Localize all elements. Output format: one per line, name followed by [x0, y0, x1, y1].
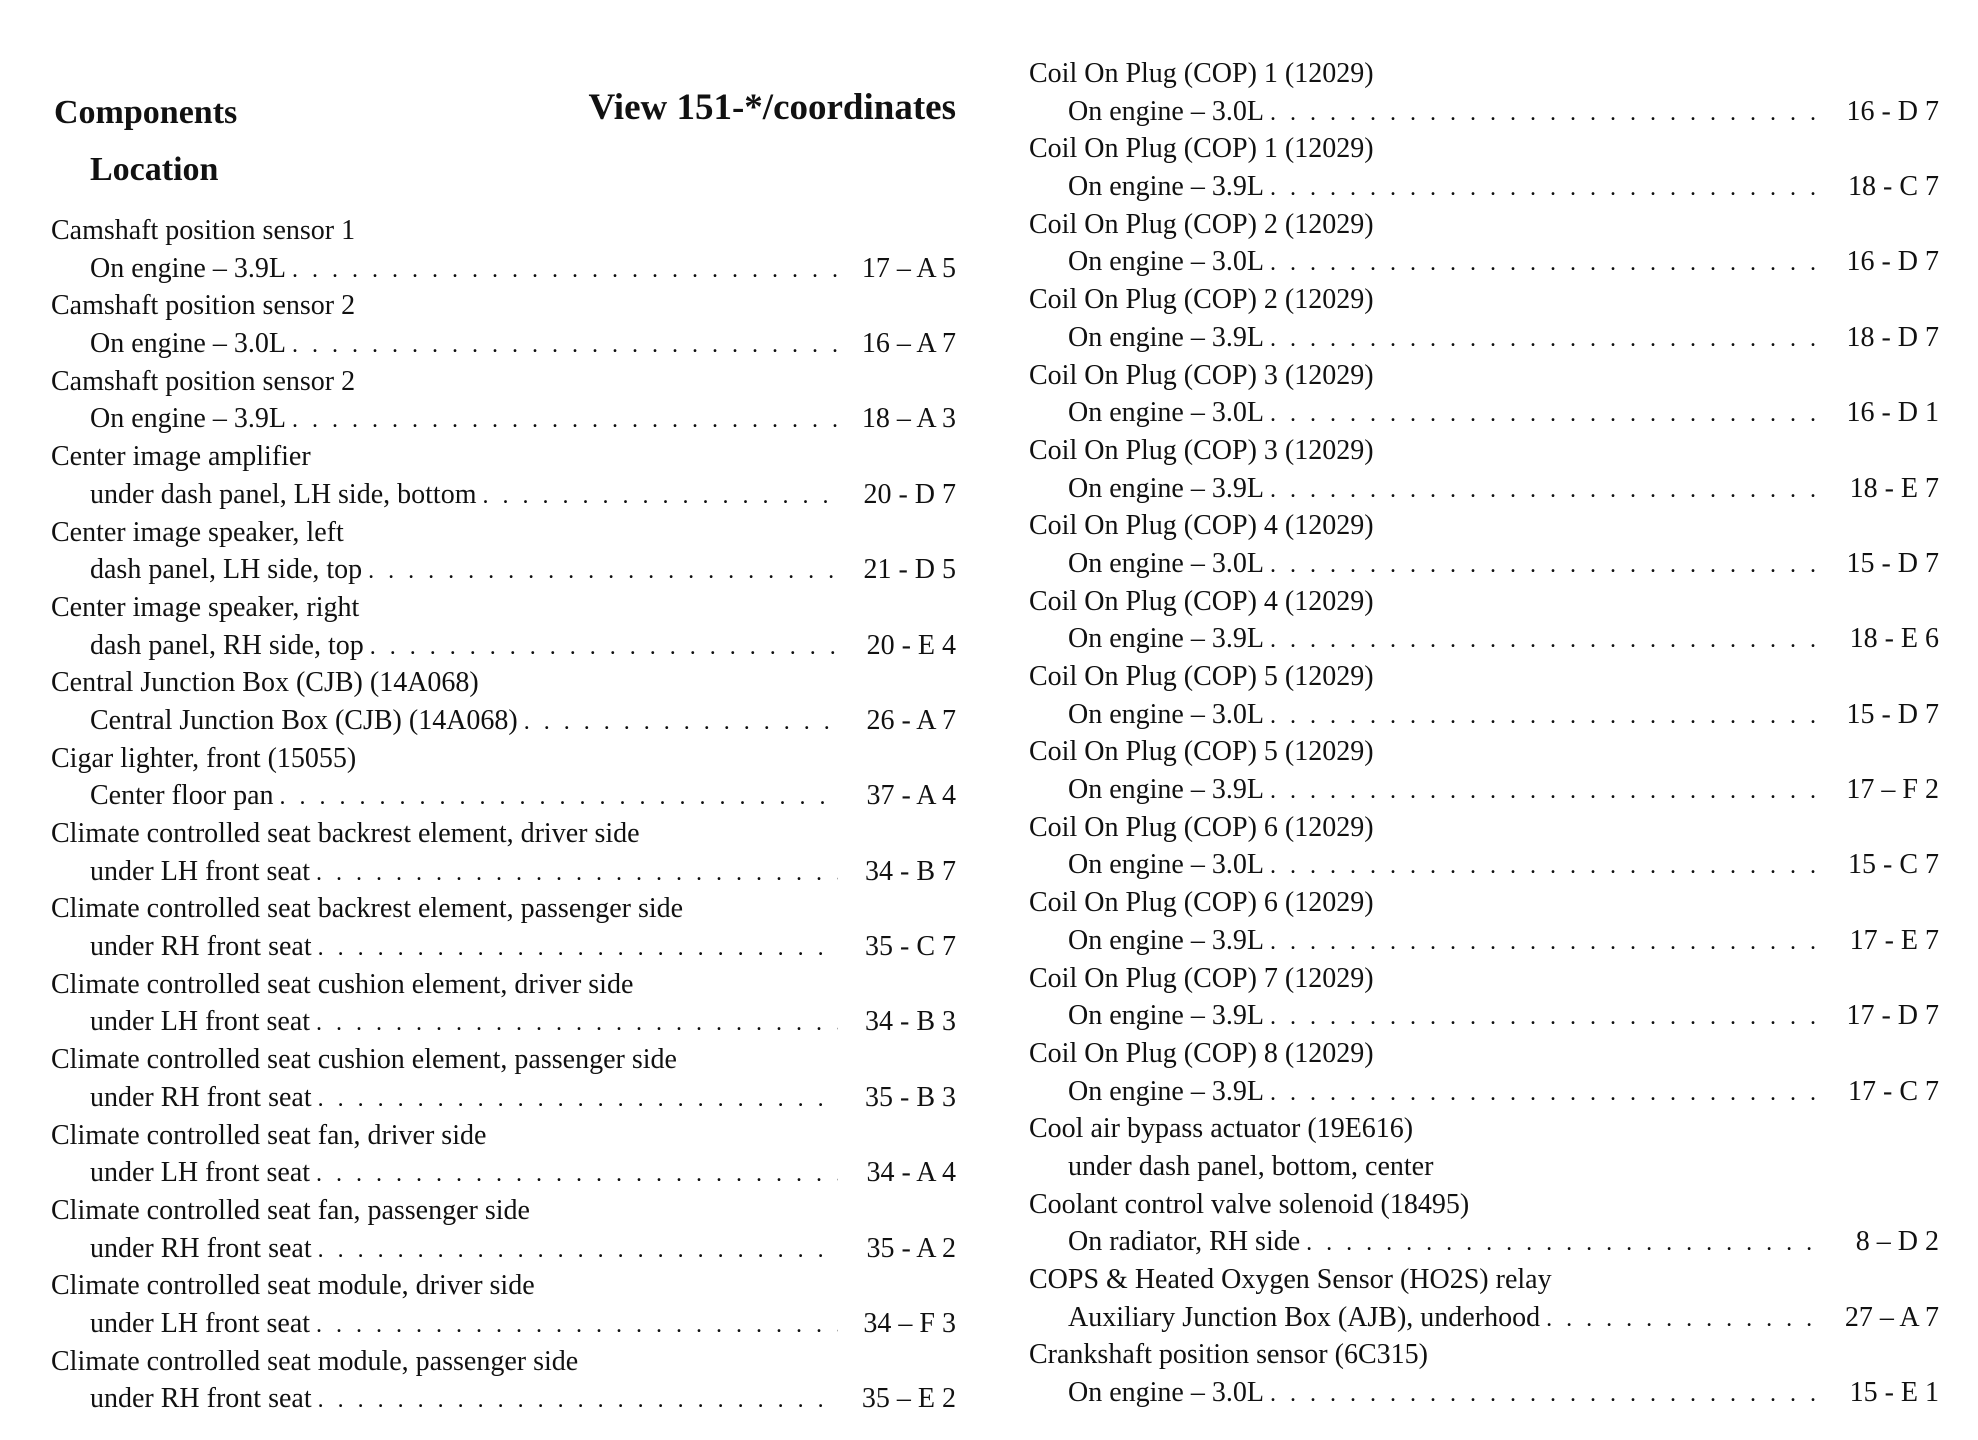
- dot-leader: [1270, 547, 1821, 585]
- grid-reference: 27 – A 7: [1844, 1301, 1939, 1333]
- dot-leader: [1270, 396, 1821, 434]
- component-entry: [1029, 432, 1939, 507]
- dot-leader: [316, 1307, 838, 1345]
- dot-leader: [318, 930, 838, 968]
- component-location: under RH front seat: [90, 1232, 312, 1264]
- dot-leader: [1306, 1225, 1821, 1263]
- grid-reference: 34 – F 3: [863, 1307, 956, 1339]
- location-line: [1029, 997, 1939, 1035]
- component-entry: [1029, 281, 1939, 356]
- grid-reference: 20 - E 4: [866, 629, 956, 661]
- location-line: [51, 702, 956, 740]
- component-entry: [51, 1117, 956, 1192]
- component-location: On engine – 3.9L: [1068, 623, 1264, 655]
- component-entry: [51, 438, 956, 513]
- location-line: [51, 325, 956, 363]
- components-heading: Components: [54, 94, 238, 131]
- grid-reference: 35 – E 2: [861, 1383, 956, 1415]
- component-name: Center image speaker, right: [51, 591, 360, 623]
- component-name: Center image amplifier: [51, 441, 311, 473]
- component-entry: [1029, 583, 1939, 658]
- component-entry: [1029, 357, 1939, 432]
- location-line: [1029, 771, 1939, 809]
- grid-reference: 35 - B 3: [865, 1081, 956, 1113]
- grid-reference: 17 – A 5: [861, 252, 956, 284]
- component-name: Coil On Plug (COP) 5 (12029): [1029, 736, 1374, 768]
- location-line: [1029, 243, 1939, 281]
- location-line: [1029, 1223, 1939, 1261]
- component-entry: [1029, 658, 1939, 733]
- location-line: [1029, 545, 1939, 583]
- grid-reference: 18 - D 7: [1846, 321, 1939, 353]
- component-location: On engine – 3.9L: [1068, 321, 1264, 353]
- grid-reference: 8 – D 2: [1855, 1226, 1939, 1258]
- component-name: Coil On Plug (COP) 4 (12029): [1029, 510, 1374, 542]
- location-line: [51, 1003, 956, 1041]
- component-location: On engine – 3.0L: [1068, 1377, 1264, 1409]
- location-line: [51, 1305, 956, 1343]
- dot-leader: [318, 1081, 838, 1119]
- dot-leader: [524, 704, 838, 742]
- component-entry: [51, 1267, 956, 1342]
- component-location: On engine – 3.9L: [1068, 472, 1264, 504]
- grid-reference: 15 - D 7: [1846, 698, 1939, 730]
- component-entry: [51, 740, 956, 815]
- left-entry-list: [51, 212, 956, 1418]
- component-location: On radiator, RH side: [1068, 1226, 1301, 1258]
- dot-leader: [1270, 245, 1821, 283]
- location-line: [51, 551, 956, 589]
- component-entry: [1029, 130, 1939, 205]
- component-entry: [51, 890, 956, 965]
- dot-leader: [1270, 1075, 1821, 1113]
- component-name: Coil On Plug (COP) 2 (12029): [1029, 284, 1374, 316]
- component-location: On engine – 3.9L: [90, 403, 286, 435]
- component-location: On engine – 3.9L: [1068, 1075, 1264, 1107]
- dot-leader: [1270, 472, 1821, 510]
- component-entry: [1029, 809, 1939, 884]
- component-location: under RH front seat: [90, 1383, 312, 1415]
- component-location: under LH front seat: [90, 855, 311, 887]
- dot-leader: [292, 327, 838, 365]
- component-name: Coil On Plug (COP) 4 (12029): [1029, 585, 1374, 617]
- dot-leader: [1270, 999, 1821, 1037]
- component-location: On engine – 3.0L: [1068, 246, 1264, 278]
- component-name: Climate controlled seat fan, passenger side: [51, 1194, 530, 1226]
- component-location: On engine – 3.0L: [1068, 397, 1264, 429]
- component-entry: [51, 664, 956, 739]
- location-line: [51, 627, 956, 665]
- location-line: [51, 1079, 956, 1117]
- location-line: [1029, 846, 1939, 884]
- component-location: Auxiliary Junction Box (AJB), underhood: [1068, 1301, 1541, 1333]
- grid-reference: 20 - D 7: [863, 478, 956, 510]
- component-location: On engine – 3.9L: [1068, 171, 1264, 203]
- location-line: [1029, 470, 1939, 508]
- dot-leader: [316, 855, 838, 893]
- dot-leader: [1270, 924, 1821, 962]
- component-name: Coil On Plug (COP) 3 (12029): [1029, 434, 1374, 466]
- dot-leader: [1270, 95, 1821, 133]
- grid-reference: 16 - D 7: [1846, 95, 1939, 127]
- location-line: [51, 928, 956, 966]
- component-location: dash panel, LH side, top: [90, 554, 363, 586]
- component-location: under LH front seat: [90, 1157, 311, 1189]
- component-location: Center floor pan: [90, 780, 274, 812]
- component-entry: [51, 815, 956, 890]
- location-line: [1029, 1299, 1939, 1337]
- dot-leader: [1546, 1301, 1821, 1339]
- component-location: On engine – 3.0L: [90, 328, 286, 360]
- grid-reference: 17 - D 7: [1846, 1000, 1939, 1032]
- dot-leader: [1270, 170, 1821, 208]
- component-name: Climate controlled seat module, driver side: [51, 1270, 535, 1302]
- right-entry-list: [1029, 55, 1939, 1412]
- component-name: Coil On Plug (COP) 6 (12029): [1029, 887, 1374, 919]
- component-entry: [1029, 507, 1939, 582]
- component-entry: [51, 1192, 956, 1267]
- grid-reference: 37 - A 4: [866, 780, 956, 812]
- component-entry: [1029, 733, 1939, 808]
- component-location: under RH front seat: [90, 931, 312, 963]
- component-entry: [1029, 1035, 1939, 1110]
- location-line: [51, 1230, 956, 1268]
- location-heading: Location: [90, 151, 219, 188]
- component-location: On engine – 3.9L: [1068, 774, 1264, 806]
- component-location: On engine – 3.0L: [1068, 95, 1264, 127]
- dot-leader: [318, 1382, 838, 1420]
- component-name: Cool air bypass actuator (19E616): [1029, 1113, 1414, 1145]
- component-name: Cigar lighter, front (15055): [51, 742, 357, 774]
- location-line: [51, 777, 956, 815]
- component-name: Coil On Plug (COP) 5 (12029): [1029, 661, 1374, 692]
- component-entry: [1029, 1336, 1939, 1411]
- component-name: Central Junction Box (CJB) (14A068): [51, 667, 479, 699]
- component-entry: [51, 514, 956, 589]
- dot-leader: [316, 1156, 838, 1194]
- location-line: [51, 1154, 956, 1192]
- component-name: Coil On Plug (COP) 1 (12029): [1029, 58, 1374, 89]
- grid-reference: 16 - D 1: [1846, 397, 1939, 429]
- dot-leader: [292, 252, 838, 290]
- component-entry: [51, 287, 956, 362]
- component-entry: [1029, 55, 1939, 130]
- location-line: [51, 476, 956, 514]
- grid-reference: 35 - C 7: [865, 931, 956, 963]
- component-entry: [1029, 884, 1939, 959]
- component-name: Camshaft position sensor 2: [51, 365, 356, 397]
- dot-leader: [482, 478, 838, 516]
- component-name: Coil On Plug (COP) 3 (12029): [1029, 359, 1374, 391]
- component-location: under dash panel, bottom, center: [1068, 1150, 1434, 1182]
- location-line: [1029, 1374, 1939, 1412]
- component-location: under LH front seat: [90, 1006, 311, 1038]
- component-name: Coil On Plug (COP) 1 (12029): [1029, 133, 1374, 165]
- grid-reference: 16 – A 7: [861, 328, 956, 360]
- grid-reference: 17 – F 2: [1846, 774, 1939, 806]
- grid-reference: 34 - B 7: [865, 855, 956, 887]
- component-location: On engine – 3.0L: [1068, 849, 1264, 881]
- component-location: On engine – 3.9L: [90, 252, 286, 284]
- component-location: On engine – 3.0L: [1068, 547, 1264, 579]
- dot-leader: [1270, 1376, 1821, 1414]
- grid-reference: 34 - A 4: [866, 1157, 956, 1189]
- grid-reference: 17 - C 7: [1848, 1075, 1939, 1107]
- component-name: Coolant control valve solenoid (18495): [1029, 1188, 1470, 1220]
- grid-reference: 16 - D 7: [1846, 246, 1939, 278]
- location-line: [1029, 620, 1939, 658]
- grid-reference: 18 - C 7: [1848, 171, 1939, 203]
- location-line: [51, 1380, 956, 1418]
- grid-reference: 18 - E 6: [1849, 623, 1939, 655]
- component-entry: [51, 589, 956, 664]
- component-entry: [51, 1343, 956, 1418]
- location-line: [51, 250, 956, 288]
- grid-reference: 15 - D 7: [1846, 547, 1939, 579]
- location-line: [1029, 93, 1939, 131]
- component-entry: [1029, 1110, 1939, 1185]
- dot-leader: [368, 553, 838, 591]
- location-line: [51, 400, 956, 438]
- location-line: [1029, 922, 1939, 960]
- component-location: under RH front seat: [90, 1081, 312, 1113]
- location-line: [1029, 1073, 1939, 1111]
- dot-leader: [1270, 622, 1821, 660]
- dot-leader: [292, 402, 838, 440]
- component-name: Climate controlled seat backrest element, passenger side: [51, 893, 684, 925]
- component-name: Coil On Plug (COP) 2 (12029): [1029, 208, 1374, 240]
- grid-reference: 34 - B 3: [865, 1006, 956, 1038]
- component-name: Center image speaker, left: [51, 516, 344, 548]
- location-line: [1029, 696, 1939, 734]
- component-name: Climate controlled seat fan, driver side: [51, 1119, 487, 1151]
- location-line: [1029, 1148, 1939, 1186]
- grid-reference: 15 - C 7: [1848, 849, 1939, 881]
- component-entry: [51, 212, 956, 287]
- dot-leader: [370, 629, 838, 667]
- component-entry: [1029, 1186, 1939, 1261]
- component-location: On engine – 3.9L: [1068, 924, 1264, 956]
- component-entry: [1029, 206, 1939, 281]
- dot-leader: [280, 779, 839, 817]
- component-location: On engine – 3.0L: [1068, 698, 1264, 730]
- component-name: Coil On Plug (COP) 6 (12029): [1029, 811, 1374, 843]
- component-name: Climate controlled seat module, passenger side: [51, 1345, 579, 1377]
- grid-reference: 15 - E 1: [1849, 1377, 1939, 1409]
- component-location: dash panel, RH side, top: [90, 629, 364, 661]
- dot-leader: [1270, 848, 1821, 886]
- location-line: [51, 853, 956, 891]
- component-location: under LH front seat: [90, 1307, 311, 1339]
- view-coordinates-heading: View 151-*/coordinates: [588, 87, 956, 128]
- grid-reference: 18 - E 7: [1849, 472, 1939, 504]
- component-name: Coil On Plug (COP) 8 (12029): [1029, 1037, 1374, 1069]
- dot-leader: [1270, 321, 1821, 359]
- grid-reference: 18 – A 3: [861, 403, 956, 435]
- component-name: Camshaft position sensor 2: [51, 290, 356, 322]
- component-entry: [51, 966, 956, 1041]
- dot-leader: [318, 1232, 838, 1270]
- component-name: Climate controlled seat backrest element, driver side: [51, 818, 640, 849]
- component-location: Central Junction Box (CJB) (14A068): [90, 704, 518, 736]
- grid-reference: 21 - D 5: [863, 554, 956, 586]
- component-name: COPS & Heated Oxygen Sensor (HO2S) relay: [1029, 1264, 1552, 1295]
- grid-reference: 17 - E 7: [1849, 924, 1939, 956]
- component-entry: [51, 363, 956, 438]
- location-line: [1029, 394, 1939, 432]
- dot-leader: [1270, 773, 1821, 811]
- component-location: under dash panel, LH side, bottom: [90, 478, 477, 510]
- dot-leader: [1270, 698, 1821, 736]
- location-line: [1029, 168, 1939, 206]
- location-line: [1029, 319, 1939, 357]
- component-entry: [51, 1041, 956, 1116]
- component-location: On engine – 3.9L: [1068, 1000, 1264, 1032]
- component-name: Camshaft position sensor 1: [51, 215, 356, 246]
- component-name: Climate controlled seat cushion element, passenger side: [51, 1044, 677, 1076]
- grid-reference: 35 - A 2: [866, 1232, 956, 1264]
- component-entry: [1029, 1261, 1939, 1336]
- component-name: Climate controlled seat cushion element, driver side: [51, 968, 634, 1000]
- grid-reference: 26 - A 7: [866, 704, 956, 736]
- component-name: Coil On Plug (COP) 7 (12029): [1029, 962, 1374, 994]
- component-entry: [1029, 960, 1939, 1035]
- dot-leader: [316, 1005, 838, 1043]
- component-name: Crankshaft position sensor (6C315): [1029, 1339, 1428, 1371]
